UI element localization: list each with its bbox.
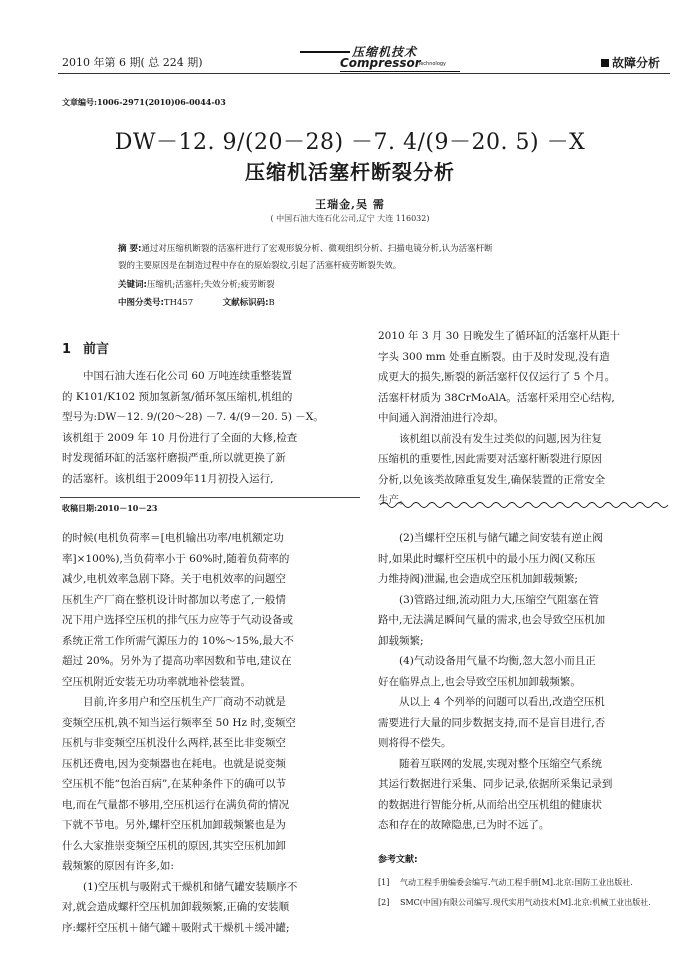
reference-item: [2] SMC(中国)有限公司编写.现代实用气动技术[M].北京:机械工业出版社. xyxy=(378,898,651,907)
paragraph-line: 电,而在气量都不够用,空压机运行在满负荷的情况 xyxy=(62,798,290,811)
intro-left-column xyxy=(62,366,362,489)
footnote-rule xyxy=(60,497,360,498)
paragraph-line: 压机与非变频空压机没什么两样,甚至比非变频空 xyxy=(62,737,286,749)
square-icon xyxy=(601,59,609,67)
paragraph-line: 率]×100%),当负荷率小于 60%时,随着负荷率的 xyxy=(62,552,290,565)
paragraph: 随着互联网的发展,实现对整个压缩空气系统 xyxy=(399,757,602,770)
paragraph-line: 活塞杆材质为 38CrMoAlA。活塞杆采用空心结构, xyxy=(378,391,615,404)
paragraph-line: 超过 20%。另外为了提高功率因数和节电,建议在 xyxy=(62,655,292,667)
paragraph-line: 况下用户选择空压机的排气压力应等于气动设备或 xyxy=(62,614,293,626)
paragraph-line: 中间通入润滑油进行冷却。 xyxy=(378,412,504,424)
abstract xyxy=(118,241,648,275)
paragraph-line: 成更大的损失,断裂的新活塞杆仅仅运行了 5 个月。 xyxy=(378,371,616,383)
paragraph-line: 什么大家推崇变频空压机的原因,其实空压机加卸 xyxy=(62,839,286,852)
authors: 王瑞金,吴 需 xyxy=(315,198,385,211)
paragraph-line: 分析,以免该类故障重复发生,确保装置的正常安全 xyxy=(378,473,606,486)
paragraph: (4)气动设备用气量不均衡,忽大忽小而且正 xyxy=(399,655,596,667)
paragraph-line: 2010 年 3 月 30 日晚发生了循环缸的活塞杆从距十 xyxy=(378,330,620,342)
journal-logo xyxy=(300,42,460,76)
paragraph-line: 变频空压机,孰不知当运行频率至 50 Hz 时,变频空 xyxy=(62,716,296,729)
paragraph-line: 路中,无法满足瞬间气量的需求,也会导致空压机加 xyxy=(378,614,606,626)
section-heading: 1 前言 xyxy=(62,342,110,357)
logo-english: Compressor xyxy=(340,56,421,70)
paragraph-line: 力维持阀)泄漏,也会造成空压机加卸载频繁; xyxy=(378,573,578,585)
title-model: DW－12. 9/(20－28) －7. 4/(9－20. 5) －X xyxy=(114,130,586,155)
body-left-column xyxy=(62,528,362,938)
title-main: 压缩机活塞杆断裂分析 xyxy=(245,160,455,184)
paragraph: 从以上 4 个列举的问题可以看出,改造空压机 xyxy=(399,696,605,708)
wave-divider xyxy=(380,500,670,510)
keywords: 关键词:压缩机;活塞杆;失效分析;疲劳断裂 xyxy=(118,280,275,290)
classification: 中图分类号:TH457 文献标识码:B xyxy=(118,298,275,308)
body-right-column xyxy=(378,528,670,836)
paragraph-line: 型号为:DW－12. 9/(20～28) －7. 4/(9－20. 5) －X。 xyxy=(62,411,324,423)
section-label: 故障分析 xyxy=(601,54,660,71)
paragraph: 目前,许多用户和空压机生产厂商动不动就是 xyxy=(83,696,286,708)
paragraph-line: 系统正常工作所需气源压力的 10%～15%,最大不 xyxy=(62,634,294,647)
paragraph-line: 载频繁的原因有许多,如: xyxy=(62,860,174,872)
paragraph-line: 态和存在的故障隐患,已为时不远了。 xyxy=(378,819,550,831)
paragraph: 中国石油大连石化公司 60 万吨连续重整装置 xyxy=(83,370,293,382)
intro-right-column xyxy=(378,326,670,511)
paragraph-line: 的活塞杆。该机组于2009年11月初投入运行, xyxy=(62,472,274,485)
paragraph-line: 下就不节电。另外,螺杆空压机加卸载频繁也是为 xyxy=(62,819,286,831)
paragraph-line: 则将得不偿失。 xyxy=(378,737,452,749)
paragraph-line: 压机生产厂商在整机设计时都加以考虑了,一般情 xyxy=(62,593,286,606)
logo-chinese: 压缩机技术 xyxy=(352,45,418,59)
paragraph-line: 对,就会造成螺杆空压机加卸载频繁,正确的安装顺 xyxy=(62,901,290,913)
reference-item: [1] 气动工程手册编委会编写.气动工程手册[M].北京:国防工业出版社. xyxy=(378,878,633,887)
paragraph-line: 的数据进行智能分析,从而给出空压机组的健康状 xyxy=(378,798,602,811)
paragraph: (2)当螺杆空压机与储气罐之间安装有逆止阀 xyxy=(399,532,603,544)
paragraph-line: 其运行数据进行采集、同步记录,依据所采集记录到 xyxy=(378,778,613,790)
paragraph-line: 该机组于 2009 年 10 月份进行了全面的大修,检查 xyxy=(62,431,298,444)
paragraph-line: 时发现循环缸的活塞杆磨损严重,所以就更换了新 xyxy=(62,452,286,464)
affiliation: ( 中国石油大连石化公司,辽宁 大连 116032) xyxy=(270,214,430,223)
header-rule xyxy=(58,73,670,74)
abstract-line1: 通过对压缩机断裂的活塞杆进行了宏观形貌分析、微观组织分析、扫描电镜分析,认为活塞杆断 xyxy=(141,244,493,254)
received-date: 收稿日期:2010－10－23 xyxy=(62,503,158,513)
paragraph-line: 序:螺杆空压机＋储气罐＋吸附式干燥机＋缓冲罐; xyxy=(62,921,290,934)
paragraph: (1)空压机与吸附式干燥机和储气罐安装顺序不 xyxy=(83,880,298,893)
paragraph-line: 时,如果此时螺杆空压机中的最小压力阀(又称压 xyxy=(378,552,596,565)
paragraph-line: 压机还费电,因为变频器也在耗电。也就是说变频 xyxy=(62,757,286,770)
abstract-line2: 裂的主要原因是在制造过程中存在的原始裂纹,引起了活塞杆疲劳断裂失效。 xyxy=(118,261,402,271)
references-heading: 参考文献: xyxy=(378,855,418,865)
abstract-label: 摘 要: xyxy=(118,244,142,254)
article-number: 文章编号:1006-2971(2010)06-0044-03 xyxy=(62,97,226,107)
paragraph: 该机组以前没有发生过类似的问题,因为往复 xyxy=(399,432,602,445)
paragraph-line: 需要进行大量的同步数据支持,而不是盲目进行,否 xyxy=(378,716,606,729)
paragraph-line: 的时候(电机负荷率＝[电机输出功率/电机额定功 xyxy=(62,532,284,544)
paragraph-line: 压缩机的重要性,因此需要对活塞杆断裂进行原因 xyxy=(378,453,602,465)
paragraph-line: 空压机不能“包治百病”,在某种条件下的确可以节 xyxy=(62,778,287,790)
references-list xyxy=(378,876,670,910)
paragraph: (3)管路过细,流动阻力大,压缩空气阻塞在管 xyxy=(399,593,600,606)
paragraph-line: 好在临界点上,也会导致空压机加卸载频繁。 xyxy=(378,675,581,688)
paragraph-line: 减少,电机效率急剧下降。关于电机效率的问题空 xyxy=(62,573,286,585)
logo-rule-left xyxy=(300,51,350,53)
paragraph-line: 生产。 xyxy=(378,494,410,506)
issue-info: 2010 年第 6 期( 总 224 期) xyxy=(62,56,203,69)
logo-rule-bottom xyxy=(340,71,460,72)
paragraph-line: 空压机附近安装无功功率就地补偿装置。 xyxy=(62,675,251,688)
logo-sub: Technology xyxy=(418,61,447,67)
paragraph-line: 卸载频繁; xyxy=(378,634,424,647)
paragraph-line: 字头 300 mm 处垂直断裂。由于及时发现,没有造 xyxy=(378,350,610,363)
paragraph-line: 的 K101/K102 预加氢新氢/循环氢压缩机,机组的 xyxy=(62,390,293,403)
